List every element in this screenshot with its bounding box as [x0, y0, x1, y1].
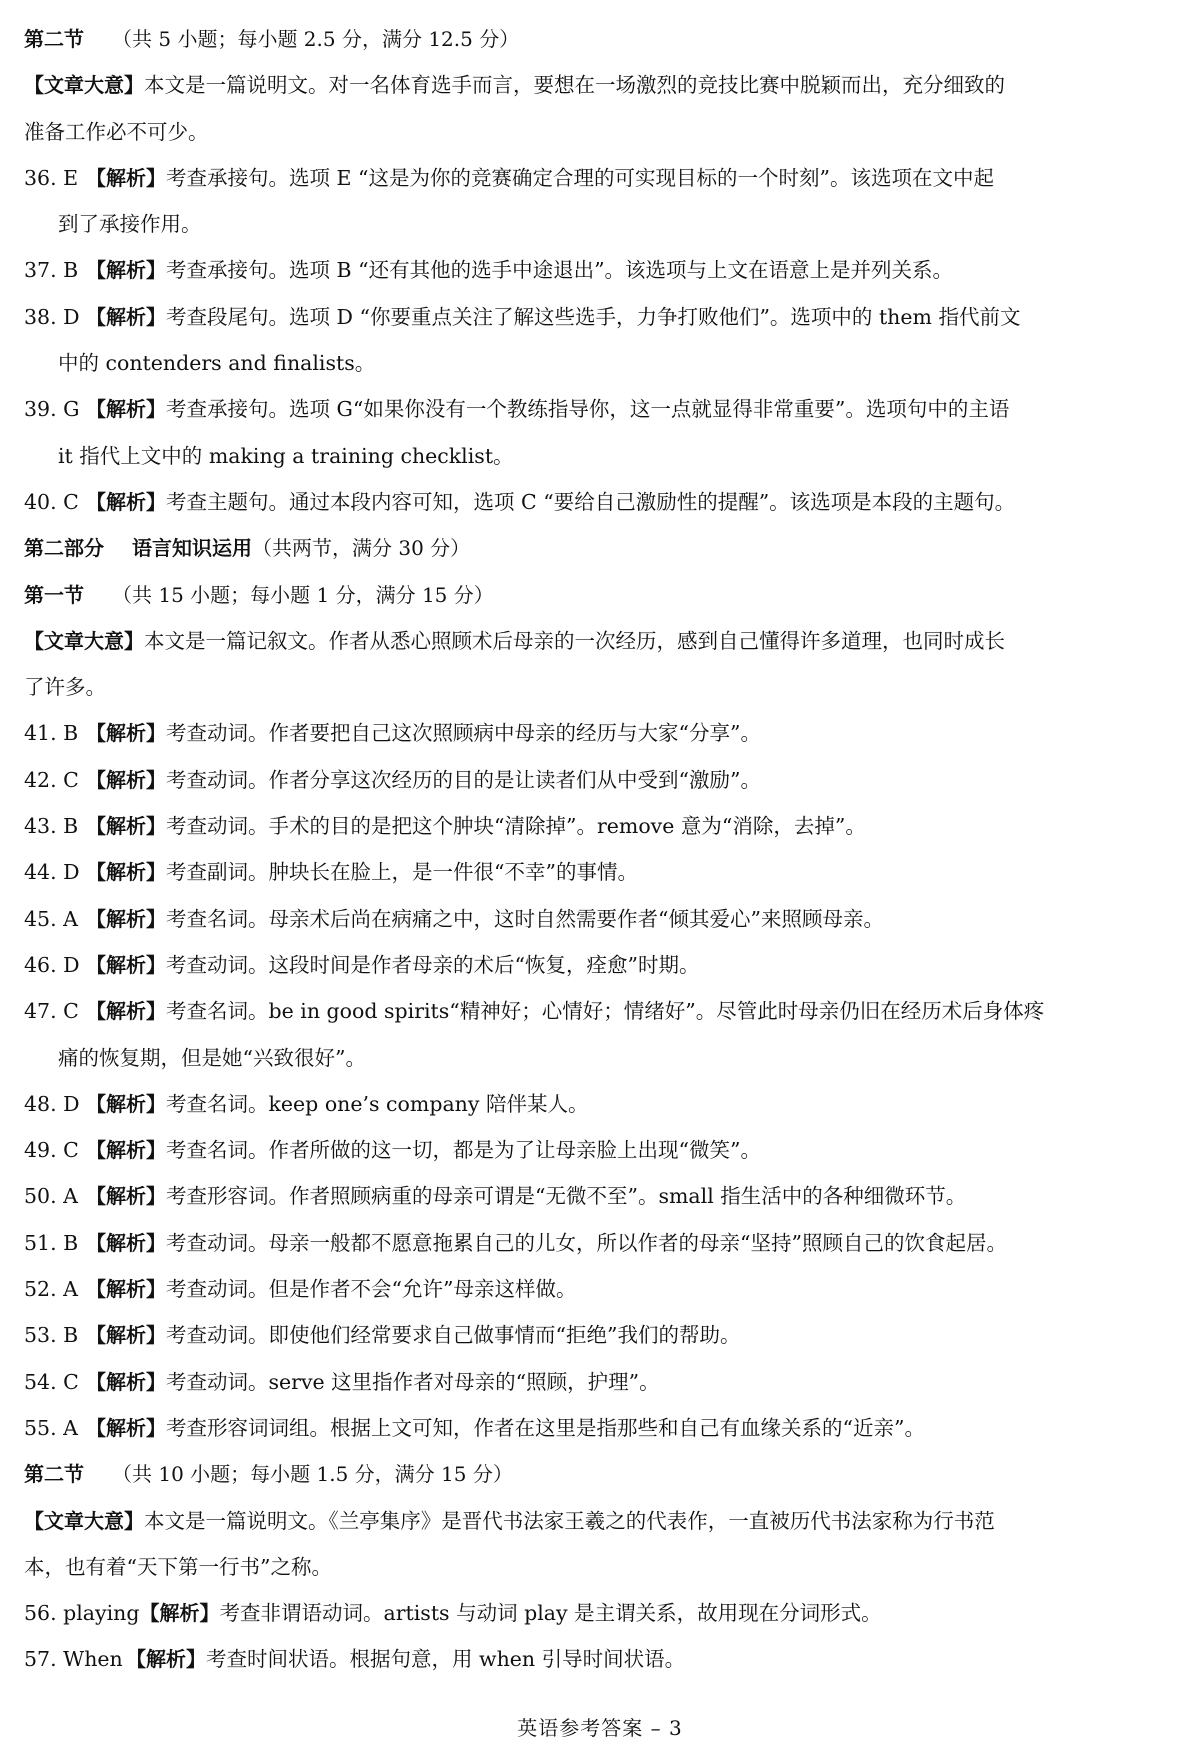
answer-number: 48. D	[24, 1091, 80, 1116]
analysis-text: 考查副词。肿块长在脸上，是一件很“不幸”的事情。	[166, 860, 638, 885]
analysis-text: it 指代上文中的 making a training checklist。	[58, 443, 514, 468]
analysis-text: 考查非谓语动词。artists 与动词 play 是主谓关系，故用现在分词形式。	[219, 1601, 882, 1626]
analysis-text: 考查承接句。选项 B “还有其他的选手中途退出”。该选项与上文在语意上是并列关系。	[166, 258, 954, 283]
answer-number: 54. C	[24, 1369, 79, 1394]
answer-item	[24, 1220, 1184, 1266]
analysis-tag: 【解析】	[86, 767, 166, 792]
answer-item	[24, 942, 1184, 988]
summary-text: 准备工作必不可少。	[24, 119, 209, 144]
answer-number: 56. playing	[24, 1601, 140, 1626]
answer-item	[24, 1266, 1184, 1312]
article-summary-cont	[24, 109, 1184, 155]
analysis-text: 考查名词。keep one’s company 陪伴某人。	[166, 1091, 589, 1116]
answer-number: 45. A	[24, 906, 78, 931]
answer-number: 36. E	[24, 165, 79, 190]
analysis-tag: 【解析】	[86, 721, 166, 746]
answer-number: 41. B	[24, 721, 79, 746]
analysis-text: 考查名词。母亲术后尚在病痛之中，这时自然需要作者“倾其爱心”来照顾母亲。	[166, 906, 884, 931]
answer-number: 44. D	[24, 860, 80, 885]
analysis-text: 考查动词。但是作者不会“允许”母亲这样做。	[166, 1277, 577, 1302]
section-header	[24, 16, 1184, 62]
answer-item	[24, 294, 1184, 340]
summary-text: 本文是一篇说明文。《兰亭集序》是晋代书法家王羲之的代表作，一直被历代书法家称为行书范	[144, 1508, 995, 1533]
analysis-text: 考查名词。作者所做的这一切，都是为了让母亲脸上出现“微笑”。	[166, 1138, 761, 1163]
analysis-text: 考查时间状语。根据句意，用 when 引导时间状语。	[206, 1647, 686, 1672]
answer-number: 50. A	[24, 1184, 78, 1209]
section-note: （共 10 小题；每小题 1.5 分，满分 15 分）	[112, 1462, 513, 1487]
answer-number: 47. C	[24, 999, 79, 1024]
answer-item-cont	[24, 340, 1184, 386]
answer-number: 46. D	[24, 952, 80, 977]
analysis-tag: 【解析】	[126, 1647, 206, 1672]
analysis-text: 考查动词。即使他们经常要求自己做事情而“拒绝”我们的帮助。	[166, 1323, 741, 1348]
page-footer: 英语参考答案 – 3	[517, 1716, 683, 1740]
analysis-text: 考查承接句。选项 E “这是为你的竞赛确定合理的可实现目标的一个时刻”。该选项在文中起	[166, 165, 994, 190]
answer-item	[24, 1312, 1184, 1358]
part-subtitle: 语言知识运用	[132, 536, 252, 561]
analysis-tag: 【解析】	[86, 1230, 166, 1255]
analysis-tag: 【解析】	[86, 1369, 166, 1394]
answer-item	[24, 1359, 1184, 1405]
analysis-text: 考查形容词。作者照顾病重的母亲可谓是“无微不至”。small 指生活中的各种细微环节。	[166, 1184, 967, 1209]
analysis-tag: 【解析】	[86, 860, 166, 885]
part-note: （共两节，满分 30 分）	[252, 536, 471, 561]
section-header	[24, 572, 1184, 618]
article-summary	[24, 618, 1184, 664]
article-summary-cont	[24, 1544, 1184, 1590]
article-summary	[24, 62, 1184, 108]
analysis-text: 考查名词。be in good spirits“精神好；心情好；情绪好”。尽管此时母亲仍旧在经历术后身体疼	[166, 999, 1045, 1024]
analysis-text: 中的 contenders and finalists。	[58, 351, 376, 376]
analysis-tag: 【解析】	[86, 1323, 166, 1348]
analysis-tag: 【解析】	[86, 952, 166, 977]
answer-number: 49. C	[24, 1138, 79, 1163]
section-header	[24, 1451, 1184, 1497]
summary-text: 本文是一篇说明文。对一名体育选手而言，要想在一场激烈的竞技比赛中脱颖而出，充分细致的	[144, 73, 1005, 98]
answer-item	[24, 1173, 1184, 1219]
analysis-tag: 【解析】	[86, 1091, 166, 1116]
answer-item	[24, 1127, 1184, 1173]
analysis-text: 考查主题句。通过本段内容可知，选项 C “要给自己激励性的提醒”。该选项是本段的主题句。	[166, 489, 1016, 514]
analysis-text: 痛的恢复期，但是她“兴致很好”。	[58, 1045, 366, 1070]
answer-item-cont	[24, 1035, 1184, 1081]
answer-item	[24, 988, 1184, 1034]
analysis-tag: 【解析】	[86, 165, 166, 190]
analysis-tag: 【解析】	[86, 814, 166, 839]
section-title: 第二节	[24, 1462, 84, 1487]
section-title: 第二节	[24, 27, 84, 51]
answer-item	[24, 386, 1184, 432]
answer-item	[24, 1081, 1184, 1127]
analysis-tag: 【解析】	[86, 1184, 166, 1209]
answer-number: 55. A	[24, 1415, 78, 1440]
summary-tag: 【文章大意】	[24, 1508, 144, 1533]
section-note: （共 5 小题；每小题 2.5 分，满分 12.5 分）	[112, 27, 520, 51]
analysis-text: 考查动词。作者分享这次经历的目的是让读者们从中受到“激励”。	[166, 767, 761, 792]
analysis-tag: 【解析】	[86, 258, 166, 283]
section-title: 第一节	[24, 582, 84, 607]
analysis-tag: 【解析】	[86, 1138, 166, 1163]
answer-item	[24, 803, 1184, 849]
answer-item	[24, 896, 1184, 942]
analysis-tag: 【解析】	[139, 1601, 220, 1626]
summary-text: 本，也有着“天下第一行书”之称。	[24, 1554, 332, 1579]
analysis-text: 考查动词。作者要把自己这次照顾病中母亲的经历与大家“分享”。	[166, 721, 761, 746]
answer-item	[24, 1590, 1184, 1636]
analysis-text: 考查动词。serve 这里指作者对母亲的“照顾，护理”。	[166, 1369, 660, 1394]
answer-number: 42. C	[24, 767, 79, 792]
analysis-text: 到了承接作用。	[58, 212, 202, 237]
answer-item	[24, 849, 1184, 895]
article-summary	[24, 1498, 1184, 1544]
analysis-text: 考查段尾句。选项 D “你要重点关注了解这些选手，力争打败他们”。选项中的 them 指代前文	[166, 304, 1021, 329]
answer-item-cont	[24, 201, 1184, 247]
summary-text: 本文是一篇记叙文。作者从悉心照顾术后母亲的一次经历，感到自己懂得许多道理，也同时成长	[144, 628, 1005, 653]
article-summary-cont	[24, 664, 1184, 710]
answer-item	[24, 247, 1184, 293]
analysis-text: 考查动词。手术的目的是把这个肿块“清除掉”。remove 意为“消除，去掉”。	[166, 814, 866, 839]
analysis-text: 考查动词。这段时间是作者母亲的术后“恢复，痊愈”时期。	[166, 952, 700, 977]
answer-item	[24, 1405, 1184, 1451]
analysis-tag: 【解析】	[86, 1415, 166, 1440]
analysis-tag: 【解析】	[86, 906, 166, 931]
analysis-text: 考查动词。母亲一般都不愿意拖累自己的儿女，所以作者的母亲“坚持”照顾自己的饮食起居。	[166, 1230, 1007, 1255]
answer-number: 40. C	[24, 489, 79, 514]
analysis-tag: 【解析】	[86, 999, 166, 1024]
answer-number: 57. When	[24, 1647, 123, 1672]
answer-number: 38. D	[24, 304, 80, 329]
answer-number: 43. B	[24, 814, 79, 839]
answer-number: 51. B	[24, 1230, 79, 1255]
analysis-tag: 【解析】	[86, 304, 166, 329]
answer-item	[24, 710, 1184, 756]
analysis-tag: 【解析】	[86, 397, 166, 422]
answer-item	[24, 757, 1184, 803]
summary-tag: 【文章大意】	[24, 628, 144, 653]
summary-tag: 【文章大意】	[24, 73, 144, 98]
answer-item-cont	[24, 433, 1184, 479]
analysis-tag: 【解析】	[86, 489, 166, 514]
part-title: 第二部分	[24, 536, 104, 561]
page-content	[24, 16, 1184, 1683]
answer-number: 39. G	[24, 397, 80, 422]
summary-text: 了许多。	[24, 675, 106, 700]
section-note: （共 15 小题；每小题 1 分，满分 15 分）	[112, 582, 494, 607]
analysis-text: 考查承接句。选项 G“如果你没有一个教练指导你，这一点就显得非常重要”。选项句中的主语	[166, 397, 1010, 422]
analysis-tag: 【解析】	[86, 1277, 166, 1302]
answer-number: 52. A	[24, 1277, 78, 1302]
part-header	[24, 525, 1184, 571]
answer-item	[24, 479, 1184, 525]
answer-number: 53. B	[24, 1323, 79, 1348]
analysis-text: 考查形容词词组。根据上文可知，作者在这里是指那些和自己有血缘关系的“近亲”。	[166, 1415, 925, 1440]
answer-item	[24, 155, 1184, 201]
answer-number: 37. B	[24, 258, 79, 283]
answer-item	[24, 1636, 1184, 1682]
